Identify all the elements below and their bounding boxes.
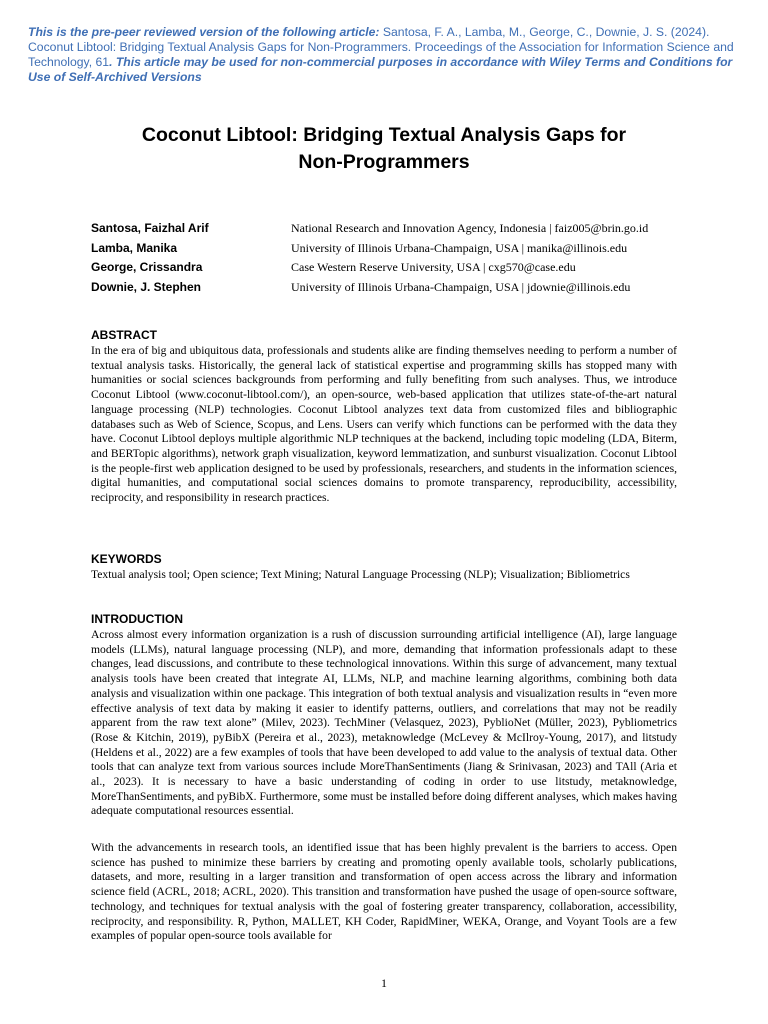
author-row: [91, 280, 691, 300]
author-name: Santosa, Faizhal Arif: [91, 221, 209, 235]
introduction-paragraph-1: Across almost every information organization is a rush of discussion surrounding artificial intelligence (AI), large language models (LLMs), natural language processing (NLP), and more, demanding that information professionals adapt to these changes, lead discussions, and contribute to these technological innovations. Within this surge of advancement, many textual analysis tools have been created that integrate AI, LLMs, NLP, and machine learning algorithms, combining both data analysis and visualization within one package. This integration of both textual analysis and visualization results in “even more effective analysis of text data by making it easier to identify patterns, outliers, and correlations that may not be readily apparent from the raw text alone” (Milev, 2023). TechMiner (Velasquez, 2023), PyblioNet (Müller, 2023), Pybliometrics (Rose & Kitchin, 2019), pyBibX (Pereira et al., 2023), metaknowledge (McLevey & McIlroy-Young, 2017), and litstudy (Heldens et al., 2022) are a few examples of tools that have been developed to add value to the analysis of textual data. Other tools that can analyze text from various sources include MoreThanSentiments (Jiang & Srinivasan, 2023) and TAll (Aria et al., 2023). It is necessary to have a basic understanding of coding in order to use litstudy, metaknowledge, MoreThanSentiments, and pyBibX. Furthermore, some must be installed before doing different analyses, which makes having adequate computational resources essential.: [91, 628, 677, 818]
notice-terms: . This article may be used for non-commercial purposes in accordance with Wiley Terms and Conditions for Use of Self-Archived Versions: [28, 55, 733, 84]
author-affiliation: University of Illinois Urbana-Champaign, USA | jdownie@illinois.edu: [291, 279, 631, 294]
abstract-heading: ABSTRACT: [91, 328, 157, 342]
author-affiliation: National Research and Innovation Agency, Indonesia | faiz005@brin.go.id: [291, 221, 649, 235]
author-row: [91, 260, 691, 280]
author-affiliation: Case Western Reserve University, USA | cxg570@case.edu: [291, 260, 576, 274]
page-number: 1: [381, 976, 387, 990]
author-name: George, Crissandra: [91, 260, 203, 274]
preprint-notice: [28, 25, 754, 85]
notice-lead: This is the pre-peer reviewed version of the following article:: [28, 25, 380, 39]
author-row: [91, 221, 691, 241]
author-name: Lamba, Manika: [91, 240, 178, 255]
keywords-heading: KEYWORDS: [91, 552, 162, 566]
notice-citation: Santosa, F. A., Lamba, M., George, C., Downie, J. S. (2024). Coconut Libtool: Bridging Textual Analysis Gaps for Non-Programmers. Proceedings of the Association for Information Science and Technology, 61: [28, 25, 734, 69]
author-affiliation: University of Illinois Urbana-Champaign, USA | manika@illinois.edu: [291, 240, 628, 255]
introduction-heading: INTRODUCTION: [91, 612, 183, 626]
keywords-text: Textual analysis tool; Open science; Text Mining; Natural Language Processing (NLP); Visualization; Bibliometrics: [91, 568, 630, 581]
author-row: [91, 241, 691, 261]
title-line-1: Coconut Libtool: Bridging Textual Analysis Gaps for: [141, 124, 627, 146]
author-list: [91, 221, 691, 299]
title-line-2: Non-Programmers: [298, 151, 470, 173]
paper-title: [80, 122, 688, 176]
abstract-text: In the era of big and ubiquitous data, professionals and students alike are finding themselves needing to perform a number of textual analysis tasks. Historically, the general lack of statistical expertise and programming skills has stopped many with humanities or social sciences backgrounds from performing and fully benefiting from such analyses. Thus, we introduce Coconut Libtool (www.coconut-libtool.com/), an open-source, web-based application that utilizes state-of-the-art natural language processing (NLP) technologies. Coconut Libtool analyzes text data from customized files and bibliographic databases such as Web of Science, Scopus, and Lens. Users can verify which functions can be performed with the data they have. Coconut Libtool deploys multiple algorithmic NLP techniques at the backend, including topic modeling (LDA, Biterm, and BERTopic algorithms), network graph visualization, keyword lemmatization, and sunburst visualization. Coconut Libtool is the people-first web application designed to be used by professionals, researchers, and students in the information sciences, digital humanities, and computational social sciences domains to promote transparency, reproducibility, accessibility, reciprocity, and responsibility in research practices.: [91, 344, 677, 505]
author-name: Downie, J. Stephen: [91, 279, 202, 294]
introduction-paragraph-2: With the advancements in research tools, an identified issue that has been highly prevalent is the barriers to access. Open science has pushed to minimize these barriers by creating and promoting openly available tools, scholarly publications, datasets, and more, resulting in a larger transition and transformation of open access across the library and information science field (ACRL, 2018; ACRL, 2020). This transition and transformation have pushed the usage of open-source software, technology, and techniques for textual analysis with the goal of fostering greater transparency, collaboration, accessibility, reciprocity, and responsibility. R, Python, MALLET, KH Coder, RapidMiner, WEKA, Orange, and Voyant Tools are a few examples of popular open-source tools available for: [91, 841, 677, 943]
